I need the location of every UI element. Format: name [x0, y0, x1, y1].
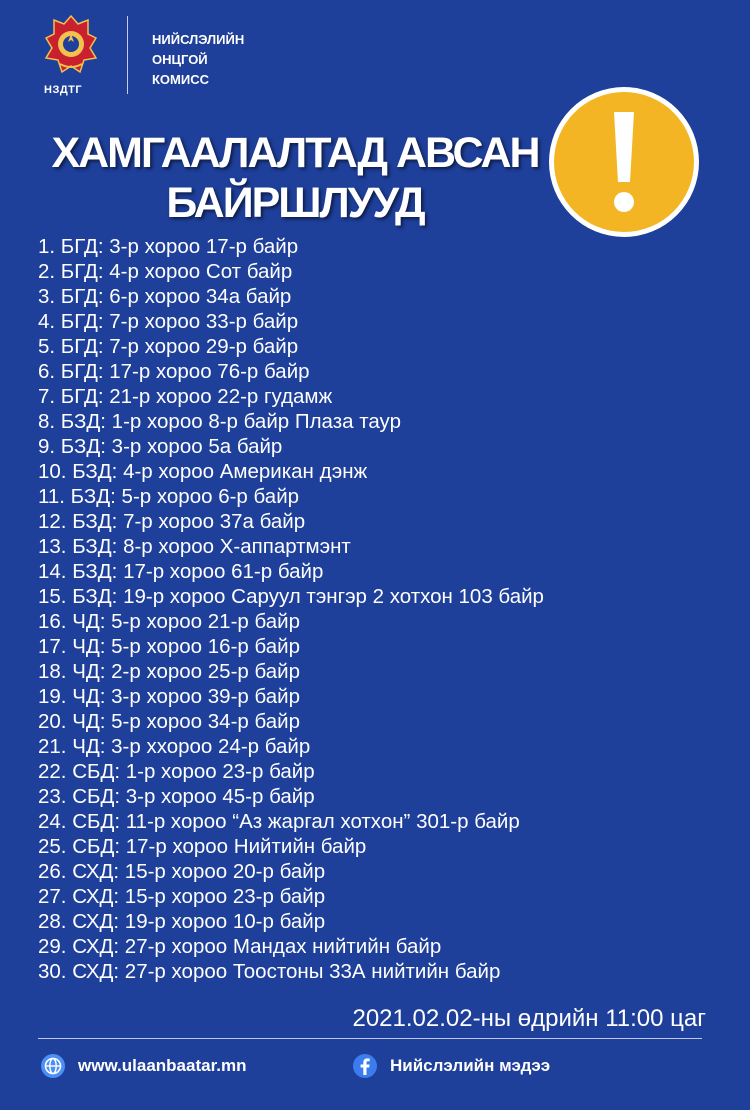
list-item: 28. СХД: 19-р хороо 10-р байр [38, 910, 326, 933]
list-item: 11. БЗД: 5-р хороо 6-р байр [38, 485, 300, 508]
facebook-link[interactable] [352, 1052, 550, 1080]
globe-icon [40, 1053, 66, 1079]
footer-divider [38, 1038, 702, 1039]
org-line-2: ОНЦГОЙ [152, 52, 208, 67]
page-title [45, 128, 545, 228]
facebook-icon [352, 1053, 378, 1079]
list-item: 1. БГД: 3-р хороо 17-р байр [38, 235, 299, 258]
list-item: 5. БГД: 7-р хороо 29-р байр [38, 335, 299, 358]
list-item: 15. БЗД: 19-р хороо Саруул тэнгэр 2 хотхон 103 байр [38, 585, 544, 608]
exclamation-icon [546, 84, 702, 240]
list-item: 8. БЗД: 1-р хороо 8-р байр Плаза таур [38, 410, 401, 433]
list-item: 3. БГД: 6-р хороо 34а байр [38, 285, 292, 308]
list-item: 24. СБД: 11-р хороо “Аз жаргал хотхон” 301-р байр [38, 810, 520, 833]
title-line-1: ХАМГААЛАЛТАД АВСАН [51, 129, 539, 177]
list-item: 26. СХД: 15-р хороо 20-р байр [38, 860, 326, 883]
list-item: 12. БЗД: 7-р хороо 37а байр [38, 510, 306, 533]
list-item: 22. СБД: 1-р хороо 23-р байр [38, 760, 315, 783]
list-item: 6. БГД: 17-р хороо 76-р байр [38, 360, 310, 383]
list-item: 23. СБД: 3-р хороо 45-р байр [38, 785, 315, 808]
list-item: 16. ЧД: 5-р хороо 21-р байр [38, 610, 301, 633]
facebook-label[interactable]: Нийслэлийн мэдээ [390, 1056, 551, 1075]
website-label[interactable]: www.ulaanbaatar.mn [78, 1056, 247, 1075]
org-line-1: НИЙСЛЭЛИЙН [152, 32, 245, 47]
title-line-2: БАЙРШЛУУД [166, 179, 424, 227]
list-item: 10. БЗД: 4-р хороо Американ дэнж [38, 460, 368, 483]
list-item: 27. СХД: 15-р хороо 23-р байр [38, 885, 326, 908]
organization-name [152, 30, 292, 90]
org-line-3: КОМИСС [152, 72, 209, 87]
website-link[interactable] [40, 1052, 246, 1080]
emblem-caption: НЗДТГ [44, 84, 83, 96]
header-divider [127, 16, 128, 94]
state-emblem-icon [38, 12, 104, 78]
list-item: 19. ЧД: 3-р хороо 39-р байр [38, 685, 301, 708]
list-item: 20. ЧД: 5-р хороо 34-р байр [38, 710, 301, 733]
list-item: 30. СХД: 27-р хороо Тоостоны 33А нийтийн байр [38, 960, 501, 983]
list-item: 4. БГД: 7-р хороо 33-р байр [38, 310, 299, 333]
list-item: 13. БЗД: 8-р хороо Х-аппартмэнт [38, 535, 351, 558]
list-item: 29. СХД: 27-р хороо Мандах нийтийн байр [38, 935, 442, 958]
list-item: 9. БЗД: 3-р хороо 5а байр [38, 435, 283, 458]
date-timestamp: 2021.02.02-ны өдрийн 11:00 цаг [352, 1005, 706, 1032]
list-item: 25. СБД: 17-р хороо Нийтийн байр [38, 835, 367, 858]
list-item: 7. БГД: 21-р хороо 22-р гудамж [38, 385, 333, 408]
locations-list [38, 234, 544, 984]
list-item: 17. ЧД: 5-р хороо 16-р байр [38, 635, 301, 658]
list-item: 21. ЧД: 3-р ххороо 24-р байр [38, 735, 311, 758]
list-item: 2. БГД: 4-р хороо Сот байр [38, 260, 293, 283]
list-item: 14. БЗД: 17-р хороо 61-р байр [38, 560, 324, 583]
list-item: 18. ЧД: 2-р хороо 25-р байр [38, 660, 301, 683]
